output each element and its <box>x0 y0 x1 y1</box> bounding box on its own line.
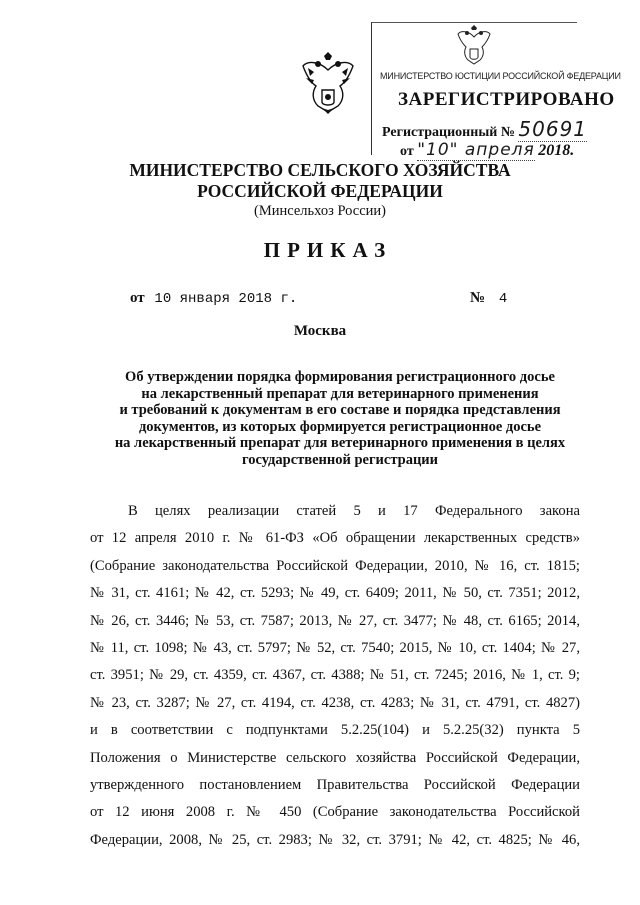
stamp-status: ЗАРЕГИСТРИРОВАНО <box>398 89 615 110</box>
double-headed-eagle-emblem <box>300 52 356 116</box>
subject-line: государственной регистрации <box>241 451 439 468</box>
subject-line: на лекарственный препарат для ветеринарного применения в целях <box>114 435 566 451</box>
body-text <box>90 498 580 854</box>
body-line: от 12 июня 2008 г. № 450 (Собрание законодательства Российской <box>90 804 580 821</box>
body-line: Положения о Министерстве сельского хозяйства Российской Федерации, <box>90 749 580 766</box>
body-line: № 31, ст. 4161; № 42, ст. 5293; № 49, ст. 6409; 2011, № 50, ст. 7351; 2012, <box>90 585 580 602</box>
stamp-date-handwritten: "10" апреля <box>417 140 535 160</box>
registration-stamp <box>371 22 621 160</box>
subject-line: и требований к документам в его составе и порядка представления <box>119 402 561 418</box>
stamp-reg-number-handwritten: 50691 <box>518 117 588 141</box>
subject-line: Об утверждении порядка формирования регистрационного досье <box>125 369 555 385</box>
order-number-label: № <box>470 290 486 306</box>
order-subject <box>95 369 585 468</box>
ministry-name-line-1: МИНИСТЕРСТВО СЕЛЬСКОГО ХОЗЯЙСТВА <box>129 160 511 180</box>
body-line: утвержденного постановлением Правительства Российской Федерации <box>90 777 580 794</box>
stamp-year: 2018. <box>538 142 575 159</box>
body-line: № 23, ст. 3287; № 27, ст. 4194, ст. 4238, ст. 4283; № 31, ст. 4791, ст. 4827) <box>90 694 580 711</box>
body-line: (Собрание законодательства Российской Федерации, 2010, № 16, ст. 1815; <box>90 557 580 574</box>
stamp-ministry-name: МИНИСТЕРСТВО ЮСТИЦИИ РОССИЙСКОЙ ФЕДЕРАЦИИ <box>380 71 621 81</box>
stamp-emblem-icon <box>455 25 493 65</box>
body-line: Федерации, 2008, № 25, ст. 2983; № 32, ст. 3791; № 42, ст. 4825; № 46, <box>90 831 580 848</box>
body-line: № 11, ст. 1098; № 43, ст. 5797; № 52, ст. 7540; 2015, № 10, ст. 1404; № 27, <box>90 640 580 657</box>
stamp-date-prefix: от <box>400 144 414 159</box>
ministry-name-line-2: РОССИЙСКОЙ ФЕДЕРАЦИИ <box>197 181 443 201</box>
order-date <box>130 290 297 307</box>
body-line: и в соответствии с подпунктами 5.2.25(104) и 5.2.25(32) пункта 5 <box>90 722 580 739</box>
body-line: В целях реализации статей 5 и 17 Федерального закона <box>128 503 580 519</box>
subject-line: документов, из которых формируется регистрационное досье <box>138 418 542 435</box>
stamp-reg-label: Регистрационный № <box>382 125 515 140</box>
city: Москва <box>293 323 347 339</box>
order-date-label: от <box>130 290 145 306</box>
body-line: от 12 апреля 2010 г. № 61-ФЗ «Об обращении лекарственных средств» <box>90 530 580 547</box>
ministry-name <box>0 160 640 202</box>
stamp-date <box>400 140 574 160</box>
subject-line: на лекарственный препарат для ветеринарного применения <box>141 385 539 402</box>
stamp-registration-number <box>382 117 587 141</box>
document-type-title: ПРИКАЗ <box>263 238 393 262</box>
order-date-value: 10 января 2018 г. <box>154 291 298 307</box>
body-line: ст. 3951; № 29, ст. 4359, ст. 4367, ст. 4388; № 51, ст. 7245; 2016, № 1, ст. 9; <box>90 667 580 684</box>
order-number <box>470 290 507 307</box>
order-number-value: 4 <box>498 291 508 307</box>
body-line: № 26, ст. 3446; № 53, ст. 7587; 2013, № 27, ст. 3477; № 48, ст. 6165; 2014, <box>90 612 580 629</box>
ministry-short-name: (Минсельхоз России) <box>254 203 386 219</box>
